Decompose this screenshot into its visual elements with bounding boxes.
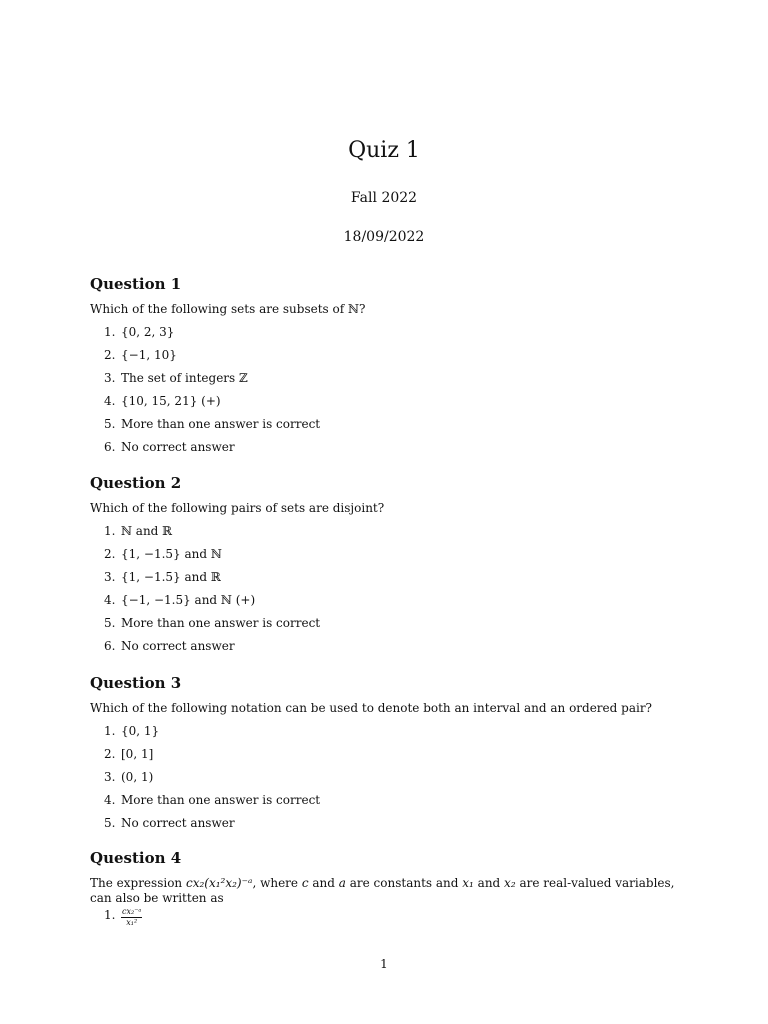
option-number: 6. <box>104 639 116 653</box>
option-list <box>90 524 690 662</box>
option-item <box>90 371 690 394</box>
question-2 <box>90 474 690 662</box>
option-list <box>90 724 690 839</box>
option-item <box>90 770 690 793</box>
option-number: 2. <box>104 348 116 362</box>
question-prompt <box>90 876 690 906</box>
option-item <box>90 325 690 348</box>
question-3 <box>90 674 690 839</box>
prompt-text: and <box>473 876 505 890</box>
option-item <box>90 747 690 770</box>
term-label: Fall 2022 <box>350 190 418 206</box>
option-number: 5. <box>104 816 116 830</box>
option-item <box>90 724 690 747</box>
option-item <box>90 816 690 839</box>
option-number: 1. <box>104 908 116 922</box>
fraction-denominator: x₁² <box>126 918 138 927</box>
option-text: The set of integers ℤ <box>121 371 248 385</box>
option-list <box>90 325 690 463</box>
option-text: No correct answer <box>121 440 235 454</box>
prompt-text: are real-valued variables, can also be written as <box>90 876 675 905</box>
option-number: 5. <box>104 616 116 630</box>
option-item <box>90 524 690 547</box>
fraction-numerator: cx₂⁻ᵃ <box>122 907 142 916</box>
math-variable: x₂ <box>504 876 516 890</box>
option-number: 4. <box>104 593 116 607</box>
question-heading: Question 4 <box>90 849 182 867</box>
option-text: {1, −1.5} and ℕ <box>121 547 222 561</box>
option-number: 1. <box>104 524 116 538</box>
question-1 <box>90 275 690 463</box>
page-number: 1 <box>380 957 388 971</box>
question-heading: Question 2 <box>90 474 182 492</box>
option-item <box>90 394 690 417</box>
option-item <box>90 908 690 931</box>
option-number: 3. <box>104 770 116 784</box>
option-number: 3. <box>104 371 116 385</box>
question-heading: Question 3 <box>90 674 182 692</box>
option-text: {0, 1} <box>121 724 160 738</box>
option-number: 5. <box>104 417 116 431</box>
prompt-text: , where <box>252 876 302 890</box>
question-prompt: Which of the following sets are subsets of ℕ? <box>90 302 366 316</box>
option-number: 4. <box>104 793 116 807</box>
option-item <box>90 440 690 463</box>
fraction <box>121 908 142 927</box>
math-variable: x₁ <box>462 876 474 890</box>
option-text: No correct answer <box>121 816 235 830</box>
option-number: 4. <box>104 394 116 408</box>
date-label: 18/09/2022 <box>343 229 425 245</box>
option-item <box>90 570 690 593</box>
prompt-text: are constants and <box>345 876 463 890</box>
option-text: More than one answer is correct <box>121 616 321 630</box>
math-expression: cx₂(x₁²x₂)⁻ᵃ <box>185 876 253 890</box>
option-item <box>90 793 690 816</box>
option-text: {10, 15, 21} (+) <box>121 394 221 408</box>
question-heading: Question 1 <box>90 275 182 293</box>
option-item <box>90 616 690 639</box>
option-number: 2. <box>104 747 116 761</box>
question-4 <box>90 849 690 931</box>
option-number: 2. <box>104 547 116 561</box>
option-text: [0, 1] <box>121 747 154 761</box>
option-item <box>90 417 690 440</box>
option-text: ℕ and ℝ <box>121 524 173 538</box>
option-text: More than one answer is correct <box>121 417 321 431</box>
option-text: (0, 1) <box>121 770 154 784</box>
option-text: {1, −1.5} and ℝ <box>121 570 221 584</box>
option-number: 1. <box>104 325 116 339</box>
option-item <box>90 348 690 371</box>
option-item <box>90 547 690 570</box>
math-variable: c <box>301 876 309 890</box>
option-text: {−1, 10} <box>121 348 177 362</box>
option-number: 6. <box>104 440 116 454</box>
option-item <box>90 639 690 662</box>
option-text: {0, 2, 3} <box>121 325 175 339</box>
option-text: No correct answer <box>121 639 235 653</box>
question-prompt: Which of the following notation can be used to denote both an interval and an ordered pair? <box>90 701 652 715</box>
prompt-text: The expression <box>90 876 186 890</box>
page-title: Quiz 1 <box>348 138 420 163</box>
math-variable: a <box>338 876 346 890</box>
option-text: {−1, −1.5} and ℕ (+) <box>121 593 256 607</box>
prompt-text: and <box>308 876 339 890</box>
option-list <box>90 908 690 931</box>
option-text: More than one answer is correct <box>121 793 321 807</box>
option-item <box>90 593 690 616</box>
question-prompt: Which of the following pairs of sets are disjoint? <box>90 501 385 515</box>
option-number: 3. <box>104 570 116 584</box>
option-number: 1. <box>104 724 116 738</box>
